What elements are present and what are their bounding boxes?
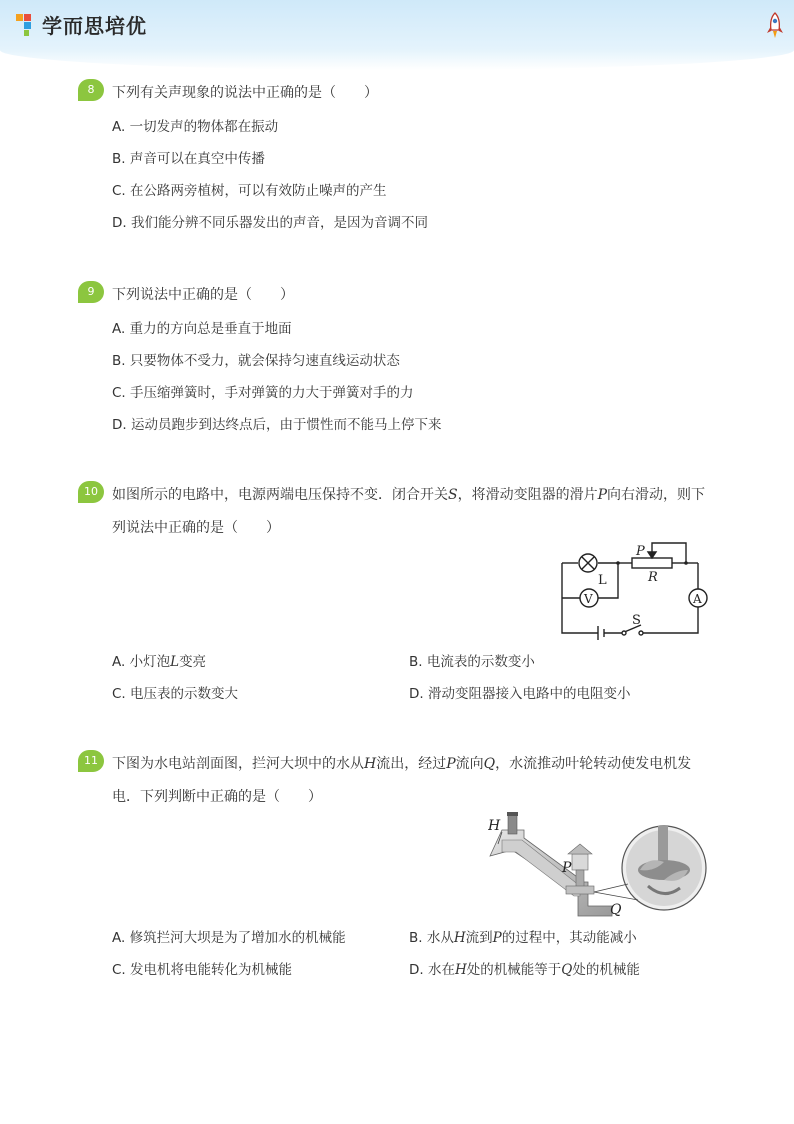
logo-icon <box>16 12 38 36</box>
brand-name: 学而思培优 <box>42 13 147 38</box>
label-p: P <box>562 860 572 876</box>
stem-text: 下图为水电站剖面图，拦河大坝中的水从 <box>112 756 364 772</box>
switch-label: S <box>632 613 641 628</box>
question-stem: 下列有关声现象的说法中正确的是（ ） <box>112 85 378 101</box>
option-c: C. 电压表的示数变大 <box>112 686 239 702</box>
stem-var: P <box>446 756 456 772</box>
question-stem-line2: 列说法中正确的是（ ） <box>112 520 280 536</box>
option-a: A. 一切发声的物体都在振动 <box>112 119 279 135</box>
option-d: D. 我们能分辨不同乐器发出的声音，是因为音调不同 <box>112 215 428 231</box>
question-stem-line2: 电．下列判断中正确的是（ ） <box>112 789 322 805</box>
stem-text: 流出，经过 <box>376 756 447 772</box>
stem-text: 流向 <box>455 756 484 772</box>
slider-label: P <box>636 544 645 559</box>
option-a: A. 修筑拦河大坝是为了增加水的机械能 <box>112 930 346 946</box>
option-d: D. 水在H处的机械能等于Q处的机械能 <box>409 962 640 978</box>
hydropower-diagram <box>488 810 710 920</box>
option-a: A. 小灯泡L变亮 <box>112 654 207 670</box>
question-stem: 下列说法中正确的是（ ） <box>112 287 294 303</box>
question-number-badge: 8 <box>78 79 104 101</box>
question-stem <box>112 753 691 773</box>
rocket-icon <box>764 12 786 40</box>
voltmeter-label: V <box>584 592 593 606</box>
option-b: B. 声音可以在真空中传播 <box>112 151 265 167</box>
label-h: H <box>488 818 501 834</box>
stem-var: S <box>448 487 458 503</box>
option-c: C. 在公路两旁植树，可以有效防止噪声的产生 <box>112 183 387 199</box>
ammeter-label: A <box>693 592 702 606</box>
option-b: B. 电流表的示数变小 <box>409 654 535 670</box>
question-number-badge: 10 <box>78 481 104 503</box>
option-c: C. 发电机将电能转化为机械能 <box>112 962 293 978</box>
stem-text: ，将滑动变阻器的滑片 <box>457 487 598 503</box>
lamp-label: L <box>598 573 607 588</box>
question-number-badge: 9 <box>78 281 104 303</box>
brand-logo <box>16 10 147 38</box>
stem-text: 向右滑动，则下 <box>607 487 706 503</box>
option-b: B. 只要物体不受力，就会保持匀速直线运动状态 <box>112 353 400 369</box>
option-a: A. 重力的方向总是垂直于地面 <box>112 321 292 337</box>
circuit-diagram <box>552 538 716 640</box>
stem-var: P <box>597 487 608 503</box>
stem-var: Q <box>483 756 496 772</box>
label-q: Q <box>610 902 622 918</box>
stem-text: ，水流推动叶轮转动使发电机发 <box>495 756 692 772</box>
stem-text: 如图所示的电路中，电源两端电压保持不变．闭合开关 <box>112 487 448 503</box>
option-d: D. 滑动变阻器接入电路中的电阻变小 <box>409 686 631 702</box>
question-number-badge: 11 <box>78 750 104 772</box>
option-d: D. 运动员跑步到达终点后，由于惯性而不能马上停下来 <box>112 417 442 433</box>
resistor-label: R <box>648 570 658 585</box>
option-b: B. 水从H流到P的过程中，其动能减小 <box>409 930 637 946</box>
option-c: C. 手压缩弹簧时，手对弹簧的力大于弹簧对手的力 <box>112 385 414 401</box>
stem-var: H <box>364 756 377 772</box>
question-stem <box>112 484 705 504</box>
